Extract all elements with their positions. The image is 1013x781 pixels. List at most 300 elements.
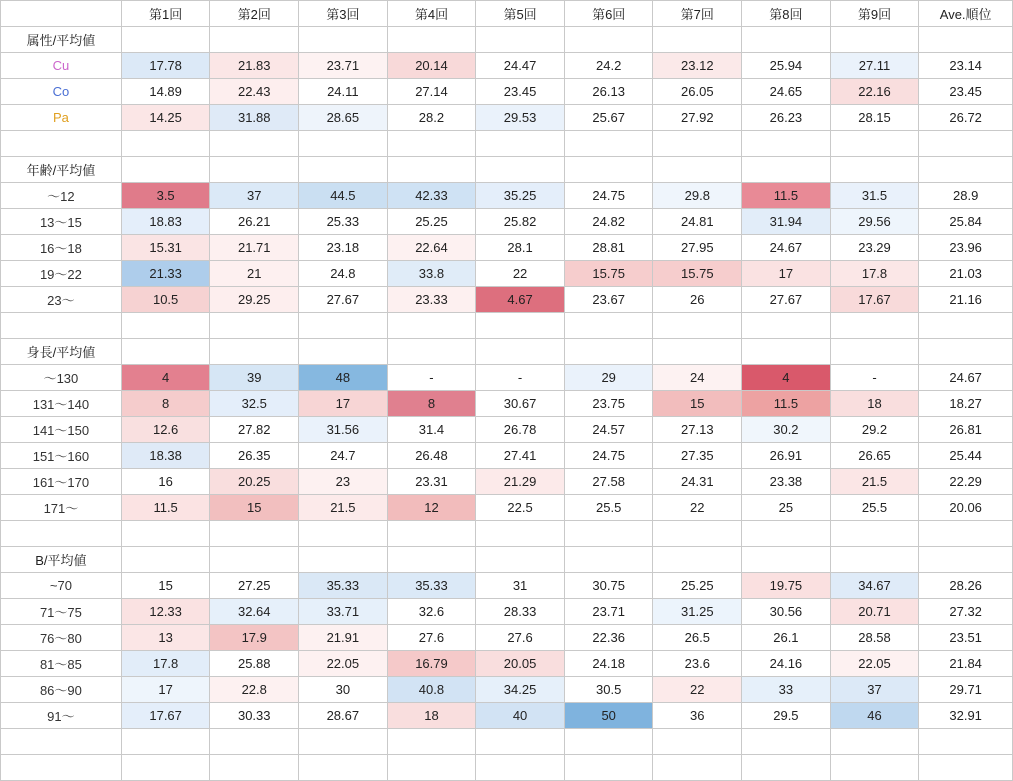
data-cell: 26.35 (210, 443, 299, 469)
data-cell: 23.14 (919, 53, 1013, 79)
data-cell: 4.67 (476, 287, 565, 313)
empty-cell (121, 729, 210, 755)
data-cell: 17.8 (830, 261, 919, 287)
data-cell: 28.9 (919, 183, 1013, 209)
data-cell: 17 (742, 261, 831, 287)
table-row (1, 261, 1013, 287)
empty-cell (387, 521, 476, 547)
data-cell: 29.56 (830, 209, 919, 235)
data-cell: 8 (387, 391, 476, 417)
data-cell: 27.13 (653, 417, 742, 443)
data-cell: 26.1 (742, 625, 831, 651)
data-cell: 27.67 (742, 287, 831, 313)
empty-cell (919, 755, 1013, 781)
row-label: 23〜 (1, 287, 122, 313)
data-cell: 12 (387, 495, 476, 521)
data-cell: 30.2 (742, 417, 831, 443)
data-cell: 39 (210, 365, 299, 391)
data-cell: 19.75 (742, 573, 831, 599)
column-header-5: 第5回 (476, 1, 565, 27)
empty-cell (1, 131, 122, 157)
data-cell: 33.8 (387, 261, 476, 287)
empty-cell (830, 547, 919, 573)
row-label: 151〜160 (1, 443, 122, 469)
data-cell: 25.67 (564, 105, 653, 131)
data-cell: 31 (476, 573, 565, 599)
data-cell: 21.5 (299, 495, 388, 521)
data-cell: 32.64 (210, 599, 299, 625)
empty-cell (742, 157, 831, 183)
table-row (1, 651, 1013, 677)
data-cell: 21.29 (476, 469, 565, 495)
row-label: 〜12 (1, 183, 122, 209)
data-cell: 15.75 (653, 261, 742, 287)
empty-cell (121, 521, 210, 547)
spacer-row (1, 521, 1013, 547)
data-cell: 28.15 (830, 105, 919, 131)
empty-cell (830, 131, 919, 157)
empty-cell (742, 27, 831, 53)
column-header-1: 第1回 (121, 1, 210, 27)
data-cell: 15 (653, 391, 742, 417)
data-cell: 29.5 (742, 703, 831, 729)
data-cell: 23.29 (830, 235, 919, 261)
empty-cell (210, 521, 299, 547)
data-cell: 26.48 (387, 443, 476, 469)
data-cell: 21.71 (210, 235, 299, 261)
data-cell: 11.5 (742, 391, 831, 417)
data-cell: 23.71 (299, 53, 388, 79)
table-row (1, 105, 1013, 131)
data-cell: 21.5 (830, 469, 919, 495)
data-cell: 24.7 (299, 443, 388, 469)
data-cell: 25.94 (742, 53, 831, 79)
empty-cell (653, 313, 742, 339)
data-cell: 28.1 (476, 235, 565, 261)
column-header-10: Ave.順位 (919, 1, 1013, 27)
data-cell: 11.5 (121, 495, 210, 521)
column-header-2: 第2回 (210, 1, 299, 27)
empty-cell (299, 339, 388, 365)
data-cell: 22.16 (830, 79, 919, 105)
data-cell: 23.67 (564, 287, 653, 313)
data-cell: 22.36 (564, 625, 653, 651)
table-row (1, 495, 1013, 521)
row-label: 19〜22 (1, 261, 122, 287)
data-cell: 25.25 (387, 209, 476, 235)
row-label: 171〜 (1, 495, 122, 521)
empty-cell (830, 27, 919, 53)
data-cell: 28.33 (476, 599, 565, 625)
table-row (1, 443, 1013, 469)
table-row (1, 703, 1013, 729)
row-label: 161〜170 (1, 469, 122, 495)
empty-cell (564, 131, 653, 157)
empty-cell (919, 729, 1013, 755)
data-cell: 29 (564, 365, 653, 391)
empty-cell (387, 131, 476, 157)
data-cell: 21.33 (121, 261, 210, 287)
data-cell: 31.88 (210, 105, 299, 131)
row-label: 76〜80 (1, 625, 122, 651)
data-cell: 33.71 (299, 599, 388, 625)
data-cell: 31.56 (299, 417, 388, 443)
data-cell: 23.71 (564, 599, 653, 625)
row-label: 141〜150 (1, 417, 122, 443)
data-cell: 50 (564, 703, 653, 729)
data-cell: 17.67 (121, 703, 210, 729)
empty-cell (387, 547, 476, 573)
data-cell: 30.56 (742, 599, 831, 625)
empty-cell (742, 131, 831, 157)
empty-cell (919, 547, 1013, 573)
empty-cell (210, 339, 299, 365)
empty-cell (830, 313, 919, 339)
data-cell: 31.25 (653, 599, 742, 625)
data-cell: 20.14 (387, 53, 476, 79)
empty-cell (476, 547, 565, 573)
data-cell: 35.33 (387, 573, 476, 599)
data-cell: 27.6 (476, 625, 565, 651)
data-cell: 27.67 (299, 287, 388, 313)
data-cell: 29.71 (919, 677, 1013, 703)
empty-cell (742, 521, 831, 547)
data-cell: 17.67 (830, 287, 919, 313)
empty-cell (564, 339, 653, 365)
empty-cell (387, 313, 476, 339)
data-cell: 42.33 (387, 183, 476, 209)
data-cell: 17.9 (210, 625, 299, 651)
data-cell: 21.03 (919, 261, 1013, 287)
column-header-7: 第7回 (653, 1, 742, 27)
data-cell: 18.38 (121, 443, 210, 469)
empty-cell (653, 755, 742, 781)
row-label: 81〜85 (1, 651, 122, 677)
data-cell: 32.91 (919, 703, 1013, 729)
data-cell: 18 (830, 391, 919, 417)
empty-cell (653, 157, 742, 183)
header-corner (1, 1, 122, 27)
empty-cell (476, 27, 565, 53)
data-cell: 31.5 (830, 183, 919, 209)
empty-cell (830, 157, 919, 183)
data-cell: 24.8 (299, 261, 388, 287)
empty-cell (742, 547, 831, 573)
spacer-row (1, 729, 1013, 755)
spacer-row (1, 755, 1013, 781)
data-cell: 24.47 (476, 53, 565, 79)
data-cell: 4 (742, 365, 831, 391)
data-cell: 16 (121, 469, 210, 495)
data-cell: 21.91 (299, 625, 388, 651)
empty-cell (1, 521, 122, 547)
section-title: 属性/平均値 (1, 27, 122, 53)
data-cell: 31.4 (387, 417, 476, 443)
empty-cell (299, 157, 388, 183)
section-header-row (1, 27, 1013, 53)
data-cell: 17 (299, 391, 388, 417)
empty-cell (742, 729, 831, 755)
empty-cell (830, 755, 919, 781)
data-cell: 21.16 (919, 287, 1013, 313)
data-cell: 24.18 (564, 651, 653, 677)
empty-cell (564, 27, 653, 53)
row-label: ~70 (1, 573, 122, 599)
empty-cell (653, 521, 742, 547)
data-cell: 30.75 (564, 573, 653, 599)
data-cell: 40.8 (387, 677, 476, 703)
data-cell: 28.26 (919, 573, 1013, 599)
data-cell: 17.78 (121, 53, 210, 79)
data-cell: 23.51 (919, 625, 1013, 651)
table-row (1, 183, 1013, 209)
data-cell: 44.5 (299, 183, 388, 209)
data-cell: 22.43 (210, 79, 299, 105)
data-cell: 22.29 (919, 469, 1013, 495)
empty-cell (919, 313, 1013, 339)
data-cell: 25.33 (299, 209, 388, 235)
data-cell: 22.5 (476, 495, 565, 521)
data-cell: 21.83 (210, 53, 299, 79)
data-cell: 24.81 (653, 209, 742, 235)
empty-cell (476, 131, 565, 157)
data-cell: 4 (121, 365, 210, 391)
column-header-3: 第3回 (299, 1, 388, 27)
empty-cell (121, 131, 210, 157)
data-cell: 15 (210, 495, 299, 521)
empty-cell (564, 521, 653, 547)
data-cell: 16.79 (387, 651, 476, 677)
row-label: 16〜18 (1, 235, 122, 261)
table-row (1, 391, 1013, 417)
column-header-4: 第4回 (387, 1, 476, 27)
empty-cell (210, 27, 299, 53)
empty-cell (387, 339, 476, 365)
data-cell: 28.67 (299, 703, 388, 729)
empty-cell (476, 729, 565, 755)
empty-cell (653, 547, 742, 573)
data-cell: 25.5 (830, 495, 919, 521)
column-header-9: 第9回 (830, 1, 919, 27)
data-cell: 23.96 (919, 235, 1013, 261)
data-cell: 26 (653, 287, 742, 313)
data-cell: 35.33 (299, 573, 388, 599)
data-cell: 23.38 (742, 469, 831, 495)
empty-cell (210, 755, 299, 781)
data-cell: 24.11 (299, 79, 388, 105)
data-cell: 28.2 (387, 105, 476, 131)
data-cell: 13 (121, 625, 210, 651)
data-cell: 29.2 (830, 417, 919, 443)
empty-cell (210, 157, 299, 183)
data-cell: 25.44 (919, 443, 1013, 469)
section-title: B/平均値 (1, 547, 122, 573)
data-cell: 33 (742, 677, 831, 703)
data-cell: 32.6 (387, 599, 476, 625)
data-cell: 27.82 (210, 417, 299, 443)
data-cell: 26.23 (742, 105, 831, 131)
row-label: Cu (1, 53, 122, 79)
data-cell: 18 (387, 703, 476, 729)
data-cell: 11.5 (742, 183, 831, 209)
data-cell: 22 (476, 261, 565, 287)
data-cell: 20.71 (830, 599, 919, 625)
spacer-row (1, 313, 1013, 339)
empty-cell (830, 521, 919, 547)
empty-cell (299, 27, 388, 53)
data-cell: 29.53 (476, 105, 565, 131)
data-cell: 30.5 (564, 677, 653, 703)
data-cell: 24.57 (564, 417, 653, 443)
data-cell: 27.92 (653, 105, 742, 131)
data-cell: 24.31 (653, 469, 742, 495)
data-cell: 24.67 (742, 235, 831, 261)
empty-cell (564, 157, 653, 183)
table-row (1, 625, 1013, 651)
data-cell: 15.31 (121, 235, 210, 261)
empty-cell (742, 755, 831, 781)
data-cell: 15 (121, 573, 210, 599)
data-cell: 24.75 (564, 443, 653, 469)
data-cell: 21.84 (919, 651, 1013, 677)
row-label: 13〜15 (1, 209, 122, 235)
empty-cell (564, 729, 653, 755)
data-cell: 27.25 (210, 573, 299, 599)
empty-cell (387, 27, 476, 53)
data-cell: 32.5 (210, 391, 299, 417)
empty-cell (299, 131, 388, 157)
data-cell: 30.67 (476, 391, 565, 417)
empty-cell (210, 313, 299, 339)
data-cell: 28.81 (564, 235, 653, 261)
empty-cell (653, 729, 742, 755)
data-cell: 34.25 (476, 677, 565, 703)
data-cell: 29.25 (210, 287, 299, 313)
empty-cell (299, 729, 388, 755)
data-cell: 10.5 (121, 287, 210, 313)
data-cell: 25.84 (919, 209, 1013, 235)
empty-cell (653, 131, 742, 157)
data-cell: 26.65 (830, 443, 919, 469)
table-row (1, 677, 1013, 703)
table-row (1, 469, 1013, 495)
data-cell: 31.94 (742, 209, 831, 235)
empty-cell (564, 313, 653, 339)
data-cell: 20.05 (476, 651, 565, 677)
data-cell: 22 (653, 677, 742, 703)
table-row (1, 79, 1013, 105)
empty-cell (564, 547, 653, 573)
empty-cell (121, 339, 210, 365)
data-cell: 25.5 (564, 495, 653, 521)
empty-cell (1, 755, 122, 781)
table-header-row (1, 1, 1013, 27)
data-cell: 37 (210, 183, 299, 209)
empty-cell (121, 547, 210, 573)
empty-cell (1, 729, 122, 755)
data-cell: 14.25 (121, 105, 210, 131)
row-label: 131〜140 (1, 391, 122, 417)
data-cell: 24.67 (919, 365, 1013, 391)
data-cell: 22 (653, 495, 742, 521)
data-cell: 22.64 (387, 235, 476, 261)
column-header-6: 第6回 (564, 1, 653, 27)
data-cell: - (830, 365, 919, 391)
data-cell: 8 (121, 391, 210, 417)
data-cell: 26.21 (210, 209, 299, 235)
data-cell: 46 (830, 703, 919, 729)
data-cell: 23.12 (653, 53, 742, 79)
empty-cell (299, 313, 388, 339)
empty-cell (742, 339, 831, 365)
data-cell: 26.05 (653, 79, 742, 105)
empty-cell (121, 313, 210, 339)
data-cell: 23.33 (387, 287, 476, 313)
data-cell: 21 (210, 261, 299, 287)
spacer-row (1, 131, 1013, 157)
empty-cell (476, 755, 565, 781)
data-cell: 37 (830, 677, 919, 703)
data-cell: 26.5 (653, 625, 742, 651)
empty-cell (476, 521, 565, 547)
data-cell: 26.81 (919, 417, 1013, 443)
empty-cell (919, 157, 1013, 183)
data-cell: - (476, 365, 565, 391)
data-cell: 14.89 (121, 79, 210, 105)
data-cell: 25 (742, 495, 831, 521)
empty-cell (299, 547, 388, 573)
data-cell: 27.6 (387, 625, 476, 651)
data-cell: 28.58 (830, 625, 919, 651)
empty-cell (476, 157, 565, 183)
data-cell: 23.45 (476, 79, 565, 105)
data-cell: 30.33 (210, 703, 299, 729)
row-label: Co (1, 79, 122, 105)
empty-cell (919, 131, 1013, 157)
empty-cell (210, 131, 299, 157)
empty-cell (653, 27, 742, 53)
data-cell: 18.27 (919, 391, 1013, 417)
table-row (1, 209, 1013, 235)
empty-cell (830, 339, 919, 365)
empty-cell (387, 755, 476, 781)
row-label: 91〜 (1, 703, 122, 729)
table-row (1, 365, 1013, 391)
data-cell: 29.8 (653, 183, 742, 209)
row-label: 86〜90 (1, 677, 122, 703)
row-label: 〜130 (1, 365, 122, 391)
data-cell: 23.75 (564, 391, 653, 417)
empty-cell (653, 339, 742, 365)
data-cell: 22.8 (210, 677, 299, 703)
data-cell: 25.88 (210, 651, 299, 677)
data-cell: 28.65 (299, 105, 388, 131)
data-cell: 23.6 (653, 651, 742, 677)
data-cell: 17.8 (121, 651, 210, 677)
data-cell: 23 (299, 469, 388, 495)
data-cell: 23.31 (387, 469, 476, 495)
data-cell: 3.5 (121, 183, 210, 209)
empty-cell (742, 313, 831, 339)
empty-cell (210, 729, 299, 755)
data-cell: 23.18 (299, 235, 388, 261)
table-row (1, 573, 1013, 599)
data-cell: 24.75 (564, 183, 653, 209)
data-cell: 27.35 (653, 443, 742, 469)
empty-cell (387, 729, 476, 755)
data-cell: 23.45 (919, 79, 1013, 105)
empty-cell (830, 729, 919, 755)
